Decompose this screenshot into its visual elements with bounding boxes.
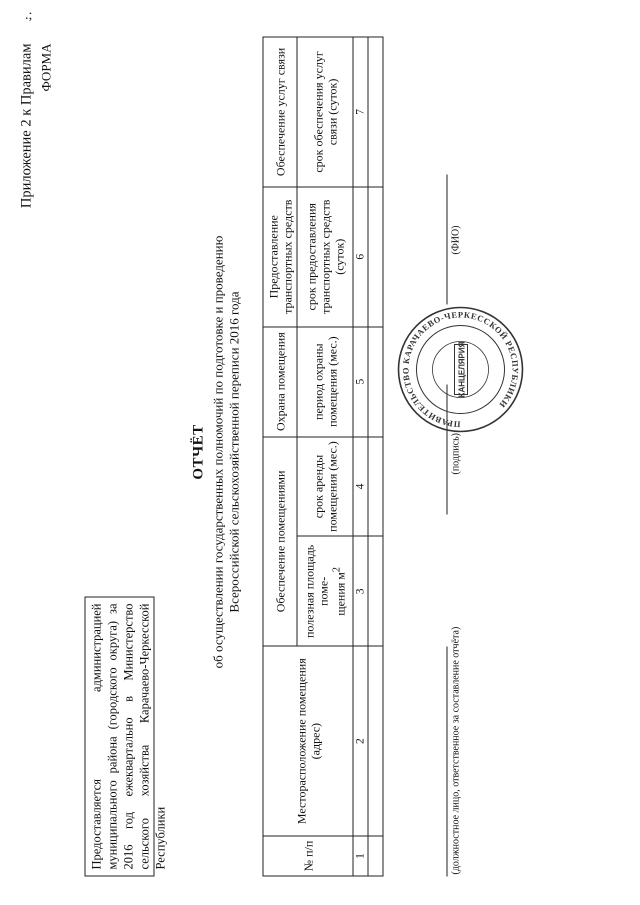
empty-cell[interactable]: [368, 646, 383, 836]
empty-cell[interactable]: [368, 536, 383, 646]
empty-cell[interactable]: [368, 836, 383, 876]
name-caption: (ФИО): [450, 225, 462, 255]
header-location: Месторасположение помещения (адрес): [263, 646, 353, 836]
header-transport: срок предоставления транспортных средств (суток): [297, 187, 353, 327]
stamp-ring-text: ПРАВИТЕЛЬСТВО КАРАЧАЕВО-ЧЕРКЕССКОЙ РЕСПУБЛИКИ: [400, 309, 521, 430]
column-number: 4: [353, 437, 368, 537]
appendix-note: Приложение 2 к Правилам: [18, 43, 35, 209]
column-number: 7: [353, 37, 368, 187]
notice-box: [85, 597, 168, 877]
empty-data-row: [368, 37, 383, 876]
column-number: 6: [353, 187, 368, 327]
empty-cell[interactable]: [368, 37, 383, 187]
empty-cell[interactable]: [368, 327, 383, 437]
header-rent: срок аренды помещения (мес.): [297, 437, 353, 537]
header-group-security: Охрана помещения: [263, 327, 297, 437]
empty-cell[interactable]: [368, 187, 383, 327]
rotated-content: [1, 0, 640, 905]
column-number: 1: [353, 836, 368, 876]
scan-marks: .;: [25, 8, 33, 23]
official-stamp: [396, 305, 526, 435]
report-table: [263, 37, 384, 877]
column-number: 5: [353, 327, 368, 437]
signature-caption: (подпись): [450, 432, 462, 475]
column-number-row: [353, 37, 368, 876]
column-number: 3: [353, 536, 368, 646]
header-group-premises: Обеспечение помещениями: [263, 437, 297, 647]
header-num: № п/п: [263, 836, 353, 876]
header-comm: срок обеспечения услуг связи (суток): [297, 37, 353, 187]
stamp-center-text: КАНЦЕЛЯРИЯ: [457, 341, 467, 398]
notice-text: Предоставляется администрацией муниципального района (городского округа) за 2016 год ежеквартально в Министерство сельского хозяйства Карачаево-Черкесской Республики: [89, 603, 168, 870]
header-group-comm: Обеспечение услуг связи: [263, 37, 297, 187]
header-group-transport: Предоставление транспортных средств: [263, 187, 297, 327]
header-area: полезная площадь поме- щения $м^2$: [297, 536, 353, 646]
header-security: период охраны помещения (мес.): [297, 327, 353, 437]
column-number: 2: [353, 646, 368, 836]
empty-cell[interactable]: [368, 437, 383, 537]
name-line[interactable]: [447, 175, 448, 305]
position-caption: (должностное лицо, ответственное за составление отчёта): [450, 626, 462, 875]
report-subtitle-2: Всероссийской сельскохозяйственной переписи 2016 года: [226, 291, 242, 613]
report-subtitle: об осуществлении государственных полномочий по подготовке и проведению: [210, 235, 226, 669]
report-title: ОТЧЁТ: [190, 424, 207, 480]
form-label: ФОРМА: [38, 43, 54, 92]
position-line[interactable]: [447, 647, 448, 877]
